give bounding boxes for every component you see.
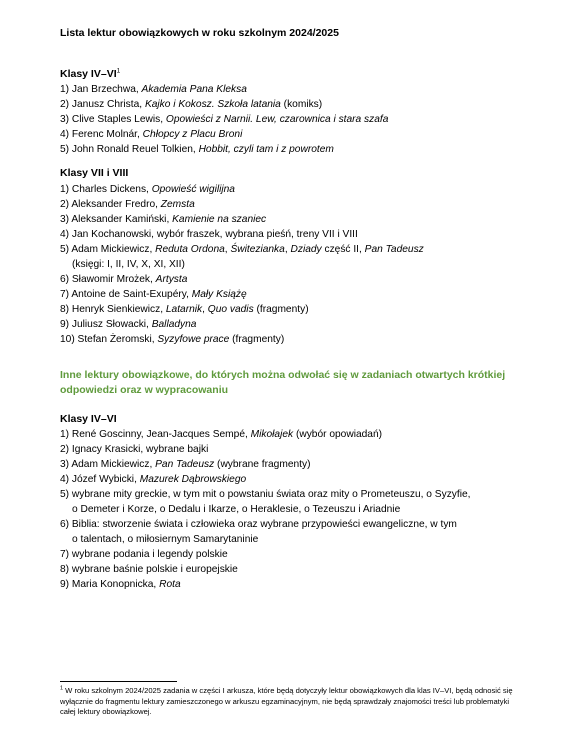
list-item: 7) wybrane podania i legendy polskie xyxy=(60,549,228,560)
list-item: 5) John Ronald Reuel Tolkien, Hobbit, czyli tam i z powrotem xyxy=(60,144,334,155)
list-item: 4) Ferenc Molnár, Chłopcy z Placu Broni xyxy=(60,129,243,140)
list-item: 2) Aleksander Fredro, Zemsta xyxy=(60,199,195,210)
list-item: 6) Sławomir Mrożek, Artysta xyxy=(60,274,188,285)
other-list-iv-vi xyxy=(60,427,470,592)
other-readings-heading: Inne lektury obowiązkowe, do których można odwołać się w zadaniach otwartych krótkiej odpowiedzi oraz w wypracowaniu xyxy=(60,369,506,396)
list-item: 5) Adam Mickiewicz, Reduta Ordona, Świtezianka, Dziady część II, Pan Tadeusz (księgi: I, II, IV, X, XI, XII) xyxy=(60,244,424,270)
list-item: 2) Ignacy Krasicki, wybrane bajki xyxy=(60,444,209,455)
list-item: 5) wybrane mity greckie, w tym mit o powstaniu świata oraz mity o Prometeuszu, o Syzyfie, o Demeter i Korze, o Dedalu i Ikarze, o Heraklesie, o Tezeuszu i Ariadnie xyxy=(60,489,471,515)
footnote xyxy=(60,686,516,718)
list-item: 1) Charles Dickens, Opowieść wigilijna xyxy=(60,184,235,195)
list-item: 7) Antoine de Saint-Exupéry, Mały Książę xyxy=(60,289,247,300)
footnote-divider xyxy=(60,681,177,682)
list-item: 1) Jan Brzechwa, Akademia Pana Kleksa xyxy=(60,84,247,95)
list-item: 8) Henryk Sienkiewicz, Latarnik, Quo vadis (fragmenty) xyxy=(60,304,309,315)
list-item: 3) Adam Mickiewicz, Pan Tadeusz (wybrane fragmenty) xyxy=(60,459,311,470)
section-heading-other-iv-vi: Klasy IV–VI xyxy=(60,413,117,425)
list-item: 4) Jan Kochanowski, wybór fraszek, wybrana pieśń, treny VII i VIII xyxy=(60,229,358,240)
list-item: 6) Biblia: stworzenie świata i człowieka oraz wybrane przypowieści ewangeliczne, w tym o talentach, o miłosiernym Samarytaninie xyxy=(60,519,457,545)
list-item: 2) Janusz Christa, Kajko i Kokosz. Szkoła latania (komiks) xyxy=(60,99,323,110)
list-item: 1) René Goscinny, Jean-Jacques Sempé, Mikołajek (wybór opowiadań) xyxy=(60,429,383,440)
list-item: 3) Aleksander Kamiński, Kamienie na szaniec xyxy=(60,214,267,225)
list-item: 9) Juliusz Słowacki, Balladyna xyxy=(60,319,197,330)
section-heading-klasy-iv-vi: Klasy $IV-VI^1$ xyxy=(60,67,121,80)
list-item: 4) Józef Wybicki, Mazurek Dąbrowskiego xyxy=(60,474,247,485)
required-list-vii-viii xyxy=(60,182,424,347)
list-item: 10) Stefan Żeromski, Syzyfowe prace (fragmenty) xyxy=(60,334,285,345)
list-item: 8) wybrane baśnie polskie i europejskie xyxy=(60,564,238,575)
list-item: 9) Maria Konopnicka, Rota xyxy=(60,579,181,590)
list-item: 3) Clive Staples Lewis, Opowieści z Narnii. Lew, czarownica i stara szafa xyxy=(60,114,389,125)
footnote-ref: 1 xyxy=(116,67,121,75)
footnote-mark: 1 xyxy=(60,685,64,692)
required-list-iv-vi xyxy=(60,82,388,157)
footnote-text: W roku szkolnym 2024/2025 zadania w części I arkusza, które będą dotyczyły lektur obowiązkowych dla klas IV–VI, będą odnosić się wyłącznie do fragmentu lektury zamieszczonego w arkuszu egzaminacyjnym, nie będą sprawdzały znajomości treści lub problematyki całej lektury obowiązkowej. xyxy=(60,686,513,716)
section-heading-klasy-vii-viii: Klasy VII i VIII xyxy=(60,167,129,179)
document-title: Lista lektur obowiązkowych w roku szkolnym 2024/2025 xyxy=(60,27,339,39)
